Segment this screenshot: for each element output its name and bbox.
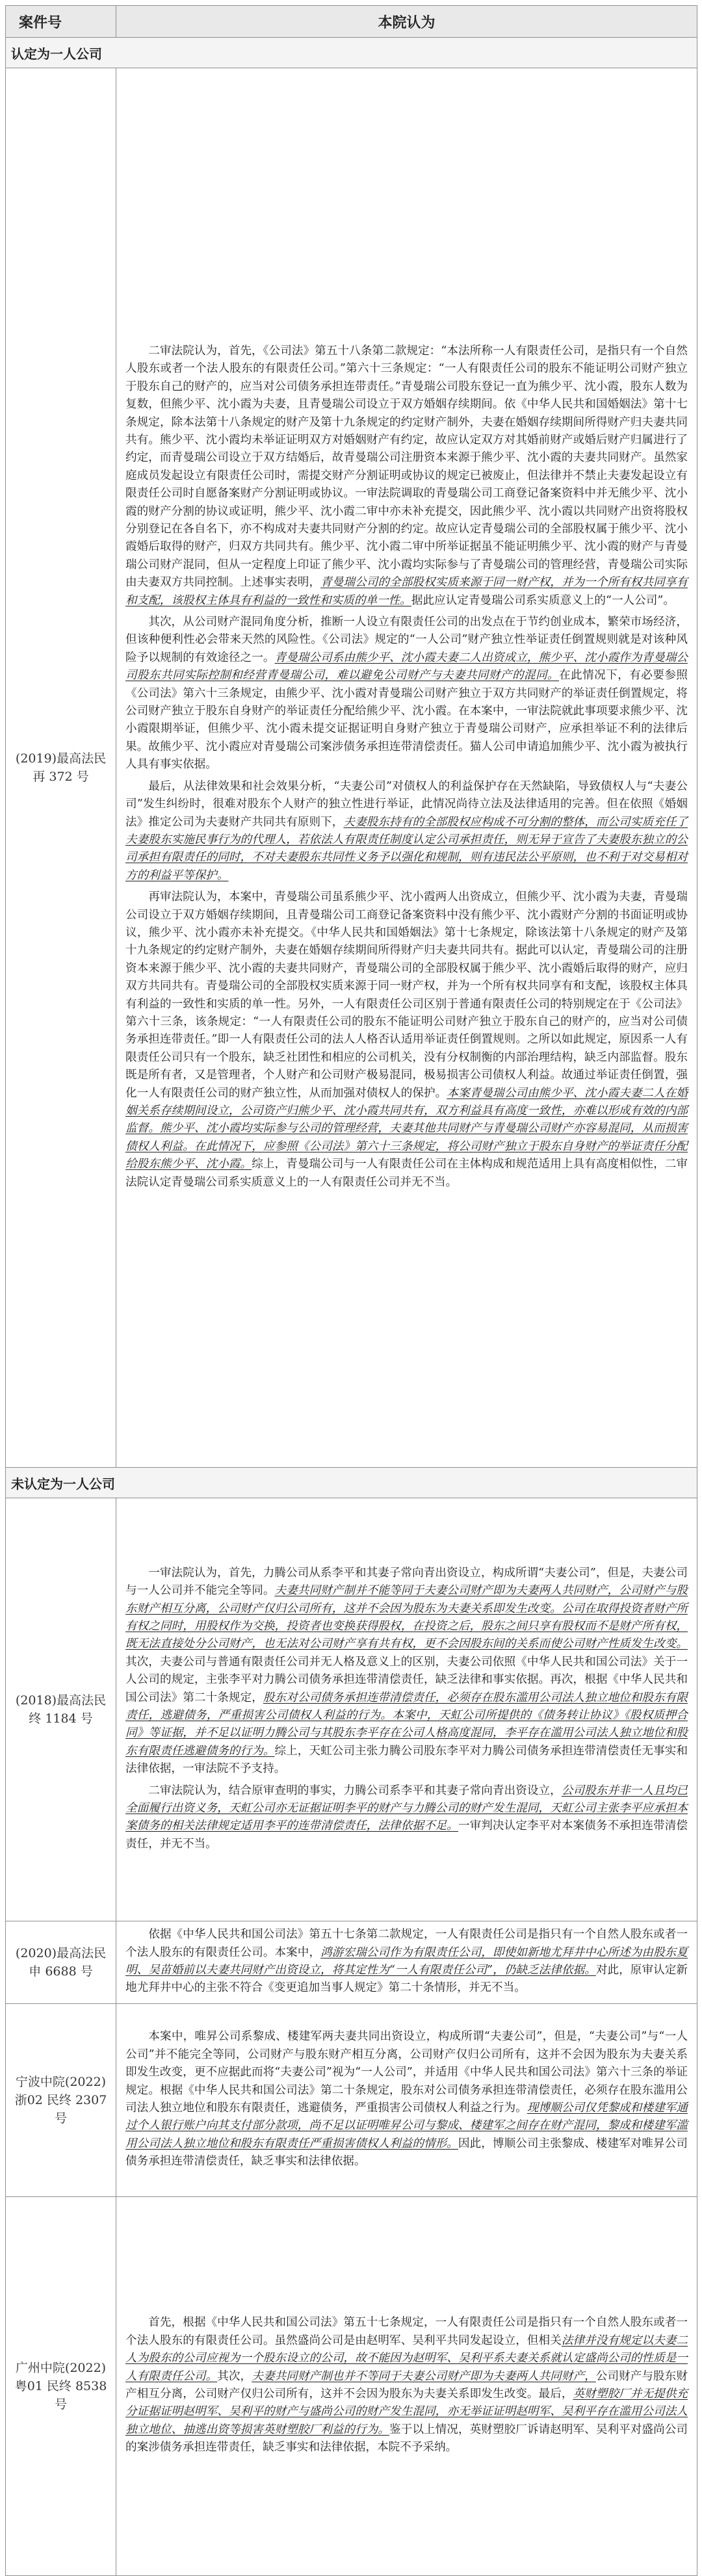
plain-text: 本案中，唯昇公司系黎成、楼建军两夫妻共同出资设立，构成所谓“夫妻公司”，但是，“夫妻公司”与“一人公司”并不能完全等同，公司财产与股东财产相互分离，公司财产仅归公司所有，这并不会因为股东为夫妻关系即发生改变，更不应据此而将“夫妻公司”视为“一人公司”，并适用《中华人民共和国公司法》第六十三条的举证规定。根据《中华人民共和国公司法》第二十条规定，股东对公司债务承担连带清偿责任，必须存在股东滥用公司法人独立地位和股东有限责任，逃避债务，严重损害公司债权人利益之行为。: [125, 2030, 688, 2114]
emphasized-text: 股东对公司债务承担连带清偿责任，必须存在股东滥用公司法人独立地位和股东有限责任，逃避债务，严重损害公司债权人利益的行为。本案中，天虹公司所提供的《债务转让协议》《股权质押合同》等证据，并不足以证明力腾公司与其股东李平存在公司人格高度混同，李平存在滥用公司法人独立地位和股东有限责任逃避债务的行为。: [125, 1691, 688, 1758]
opinion-paragraph: [125, 1926, 688, 1997]
plain-text: 在此情况下，有必要参照《公司法》第六十三条规定，由熊少平、沈小霞对青曼瑞公司财产独立于双方共同财产的举证责任倒置规定，将公司财产独立于股东自身财产的举证责任分配给熊少平、沈小霞。在本案中，一审法院就此事项要求熊少平、沈小霞限期举证，但熊少平、沈小霞未提交证据证明自身财产独立于青曼瑞公司财产，应承担举证不利的法律后果。故熊少平、沈小霞应对青曼瑞公司案涉债务承担连带清偿责任。猫人公司申请追加熊少平、沈小霞为被执行人具有事实依据。: [125, 669, 688, 772]
plain-text: 一审法院认为，首先，力腾公司从系李平和其妻子常向青出资设立，构成所谓“夫妻公司”，但是，夫妻公司与一人公司并不能完全等同。: [125, 1566, 688, 1598]
plain-text: 因此，博顺公司主张黎成、楼建军对唯昇公司债务承担连带清偿责任，缺乏事实和法律依据。: [125, 2137, 688, 2168]
plain-text: 对此，原审认定新地尤拜井中心的主张不符合《变更追加当事人规定》第二十条情形，并无不当。: [125, 1964, 688, 1995]
table-row: [6, 1921, 697, 2004]
opinion-paragraph: [125, 889, 688, 1191]
emphasized-text: 英财塑胶厂并无提供充分证据证明赵明军、吴利平的财产与盛尚公司的财产发生混同，亦无举证证明赵明军、吴利平存在滥用公司法人独立地位、抽逃出资等损害英财塑胶厂利益的行为。: [125, 2387, 688, 2436]
header-court-opinion: 本院认为: [116, 6, 697, 38]
table-header-row: [6, 6, 697, 38]
table-row: [6, 2004, 697, 2197]
plain-text: 据此应认定青曼瑞公司系实质意义上的“一人公司”。: [411, 593, 675, 607]
plain-text: 最后，从法律效果和社会效果分析，“夫妻公司”对债权人的利益保护存在天然缺陷，导致债权人与“夫妻公司”发生纠纷时，很难对股东个人财产的独立性进行举证，此情况尚待立法及法律适用的完善。但在依照《婚姻法》推定公司为夫妻财产共同共有原则下，: [125, 779, 688, 829]
case-number-cell: 广州中院(2022)粤01 民终 8538 号: [6, 2197, 116, 2576]
table-row: [6, 68, 697, 1468]
emphasized-text: 法律并没有规定以夫妻二人为股东的公司应视为一个股东设立的公司，故不能因为赵明军、吴利平系夫妻关系就认定盛尚公司的性质是一人有限责任公司。: [125, 2334, 688, 2383]
opinion-paragraph: [125, 778, 688, 885]
emphasized-text: 鸿游宏瑞公司作为有限责任公司，即使如新地尤拜井中心所述为由股东夏明、吴苗婚前以夫妻共同财产出资设立，将其定性为“一人有限责任公司”，仍缺乏法律依据。: [125, 1945, 688, 1977]
emphasized-text: 本案青曼瑞公司由熊少平、沈小霞夫妻二人在婚姻关系存续期间设立，公司资产归熊少平、沈小霞共同共有，双方利益具有高度一致性，亦难以形成有效的内部监督。熊少平、沈小霞均实际参与公司的管理经营，夫妻其他共同财产与青曼瑞公司财产亦容易混同，从而损害债权人利益。在此情况下，应参照《公司法》第六十三条规定，将公司财产独立于股东自身财产的举证责任分配给股东熊少平、沈小霞。: [125, 1086, 688, 1171]
opinion-paragraph: [125, 2028, 688, 2170]
plain-text: 再审法院认为，本案中，青曼瑞公司虽系熊少平、沈小霞两人出资成立，但熊少平、沈小霞为夫妻，青曼瑞公司设立于双方婚姻存续期间，且青曼瑞公司工商登记备案资料中没有熊少平、沈小霞财产分割的书面证明或协议，熊少平、沈小霞亦未补充提交。《中华人民共和国婚姻法》第十七条规定，除该法第十八条规定的财产及第十九条规定的约定财产制外，夫妻在婚姻存续期间所得财产归夫妻共同共有。据此可以认定，青曼瑞公司的注册资本来源于熊少平、沈小霞的夫妻共同财产，青曼瑞公司的全部股权属于熊少平、沈小霞婚后取得的财产，应归双方共同共有。青曼瑞公司的全部股权实质来源于同一财产权，并为一个所有权共同享有和支配，该股权主体具有利益的一致性和实质的单一性。另外，一人有限责任公司区别于普通有限责任公司的特别规定在于《公司法》第六十三条，该条规定：“一人有限责任公司的股东不能证明公司财产独立于股东自己的财产的，应当对公司债务承担连带责任。”即一人有限责任公司的法人人格否认适用举证责任倒置规则。之所以如此规定，原因系一人有限责任公司只有一个股东，缺乏社团性和相应的公司机关，没有分权制衡的内部治理结构，缺乏内部监督。股东既是所有者，又是管理者，个人财产和公司财产极易混同，极易损害公司债权人利益。故通过举证责任倒置，强化一人有限责任公司的财产独立性，从而加强对债权人的保护。: [125, 891, 688, 1100]
plain-text: 二审法院认为，首先，《公司法》第五十八条第二款规定：“本法所称一人有限责任公司，是指只有一个自然人股东或者一个法人股东的有限责任公司。”第六十三条规定：“一人有限责任公司的股东不能证明公司财产独立于股东自己的财产的，应当对公司债务承担连带责任。”青曼瑞公司股东登记一直为熊少平、沈小霞，股东人数为复数，但熊少平、沈小霞为夫妻，且青曼瑞公司设立于双方婚姻存续期间。依《中华人民共和国婚姻法》第十七条规定，除本法第十八条规定的财产及第十九条规定的约定财产制外，夫妻在婚姻存续期间所得财产归夫妻共同共有。熊少平、沈小霞均未举证证明双方对婚姻财产有约定，故应认定双方对其婚前财产或婚后财产归属进行了约定，而青曼瑞公司设立于双方结婚后，故青曼瑞公司注册资本来源于熊少平、沈小霞的夫妻共同财产。虽然家庭成员发起设立有限责任公司时，需提交财产分割证明或协议的规定已被废止，但法律并不禁止夫妻发起设立有限责任公司时自愿备案财产分割证明或协议。一审法院调取的青曼瑞公司工商登记备案资料中并无熊少平、沈小霞的财产分割的协议或证明，熊少平、沈小霞二审中亦未补充提交，因此熊少平、沈小霞以共同财产出资将股权分别登记在各自名下，亦不构成对夫妻共同财产分割的约定。故应认定青曼瑞公司的全部股权属于熊少平、沈小霞婚后取得的财产，归双方共同共有。熊少平、沈小霞二审中所举证据虽不能证明熊少平、沈小霞的财产与青曼瑞公司财产混同，但从一定程度上印证了熊少平、沈小霞均实际参与了青曼瑞公司的管理经营，青曼瑞公司实际由夫妻双方共同控制。上述事实表明，: [125, 344, 688, 590]
plain-text: 一审判决认定李平对本案债务不承担连带清偿责任，并无不当。: [125, 1819, 688, 1851]
emphasized-text: 青曼瑞公司的全部股权实质来源于同一财产权，并为一个所有权共同享有和支配，该股权主体具有利益的一致性和实质的单一性。: [125, 576, 688, 607]
case-number-cell: (2018)最高法民终 1184 号: [6, 1498, 116, 1921]
case-number-cell: 宁波中院(2022)浙02 民终 2307 号: [6, 2004, 116, 2197]
emphasized-text: 公司股东并非一人且均已全面履行出资义务，天虹公司亦无证据证明李平的财产与力腾公司的财产发生混同，天虹公司主张李平应承担本案债务的相关法律规定适用李平的连带清偿责任，法律依据不足。: [125, 1784, 688, 1833]
plain-text: 其次，从公司财产混同角度分析，推断一人设立有限责任公司的出发点在于节约创业成本，繁荣市场经济，但该种便利性必会带来天然的风险性。《公司法》规定的“一人公司”财产独立性举证责任倒置规则就是对该种风险予以规制的有效途径之一。: [125, 616, 688, 664]
opinion-paragraph: [125, 343, 688, 610]
plain-text: 公司财产与股东财产相互分离，公司财产仅归公司所有，这并不会因为股东为夫妻关系即发生改变。最后，: [125, 2369, 688, 2400]
section-title: 认定为一人公司: [6, 38, 697, 68]
opinion-table: [5, 5, 697, 2576]
emphasized-text: 现博顺公司仅凭黎成和楼建军通过个人银行账户向其支付部分款项，尚不足以证明唯昇公司与黎成、楼建军之间存在财产混同，黎成和楼建军滥用公司法人独立地位和股东有限责任严重损害债权人利益的情形。: [125, 2101, 688, 2150]
opinion-paragraph: [125, 614, 688, 774]
plain-text: 综上，天虹公司主张力腾公司股东李平对力腾公司债务承担连带清偿责任无事实和法律依据，一审法院不予支持。: [125, 1744, 688, 1776]
emphasized-text: 夫妻股东持有的全部股权应构成不可分割的整体，而公司实质充任了夫妻股东实施民事行为的代理人，若依法人有限责任制度认定公司承担责任，则无异于宣告了夫妻股东独立的公司承担有限责任的同时，不对夫妻股东共同性义务予以强化和规制，则有违民法公平原则，也不利于对交易相对方的利益平等保护。: [125, 815, 688, 882]
section-row-not-recognized: [6, 1468, 697, 1498]
header-case-number: 案件号: [6, 6, 116, 38]
table-row: [6, 1498, 697, 1921]
plain-text: 其次，夫妻公司与普通有限责任公司并无人格及意义上的区别，夫妻公司依照《中华人民共和国公司法》关于一人公司的规定，主张李平对力腾公司债务承担连带清偿责任，缺乏法律和事实依据。再次，根据《中华人民共和国公司法》第二十条规定，: [125, 1655, 688, 1704]
opinion-cell: [116, 2004, 697, 2197]
plain-text: 二审法院认为，结合原审查明的事实，力腾公司系李平和其妻子常向青出资设立，: [148, 1784, 562, 1797]
case-number-cell: (2020)最高法民申 6688 号: [6, 1921, 116, 2004]
table-row: [6, 2197, 697, 2576]
case-number-cell: (2019)最高法民再 372 号: [6, 68, 116, 1468]
opinion-paragraph: [125, 1782, 688, 1854]
section-row-recognized: [6, 38, 697, 68]
opinion-cell: [116, 2197, 697, 2576]
opinion-paragraph: [125, 1565, 688, 1778]
plain-text: 综上，青曼瑞公司与一人有限责任公司在主体构成和规范适用上具有高度相似性，二审法院认定青曼瑞公司系实质意义上的一人有限责任公司并无不当。: [125, 1158, 688, 1189]
plain-text: 依据《中华人民共和国公司法》第五十七条第二款规定，一人有限责任公司是指只有一个自然人股东或者一个法人股东的有限责任公司。本案中，: [125, 1928, 688, 1959]
opinion-table-page: [5, 5, 697, 2576]
section-title: 未认定为一人公司: [6, 1468, 697, 1498]
opinion-cell: [116, 1921, 697, 2004]
emphasized-text: 夫妻共同财产制并不能等同于夫妻公司财产即为夫妻两人共同财产，公司财产与股东财产相互分离，公司财产仅归公司所有，这并不会因为股东为夫妻关系即发生改变。公司在取得投资者财产所有权之同时，用股权作为交换，投资者也变换获得股权，在投资之后，股东之间只享有股权而不是财产所有权，既无法直接处分公司财产，也无法对公司财产享有共有权，更不会因股东间的关系而使公司财产性质发生改变。: [125, 1584, 688, 1651]
plain-text: 其次，: [217, 2369, 252, 2383]
opinion-cell: [116, 1498, 697, 1921]
emphasized-text: 青曼瑞公司系由熊少平、沈小霞夫妻二人出资成立，熊少平、沈小霞作为青曼瑞公司股东共同实际控制和经营青曼瑞公司，难以避免公司财产与夫妻共同财产的混同。: [125, 651, 688, 683]
emphasized-text: 夫妻共同财产制也并不等同于夫妻公司财产即为夫妻两人共同财产，: [252, 2369, 596, 2383]
underlined-emphasis: [252, 2370, 596, 2383]
opinion-cell: [116, 68, 697, 1468]
plain-text: 鉴于以上情况，英财塑胶厂诉请赵明军、吴利平对盛尚公司的案涉债务承担连带责任，缺乏事实和法律依据，本院不予采纳。: [125, 2423, 688, 2454]
plain-text: 首先，根据《中华人民共和国公司法》第五十七条规定，一人有限责任公司是指只有一个自然人股东或者一个法人股东的有限责任公司。虽然盛尚公司是由赵明军、吴利平共同发起设立，但相关: [125, 2316, 688, 2347]
opinion-paragraph: [125, 2314, 688, 2456]
